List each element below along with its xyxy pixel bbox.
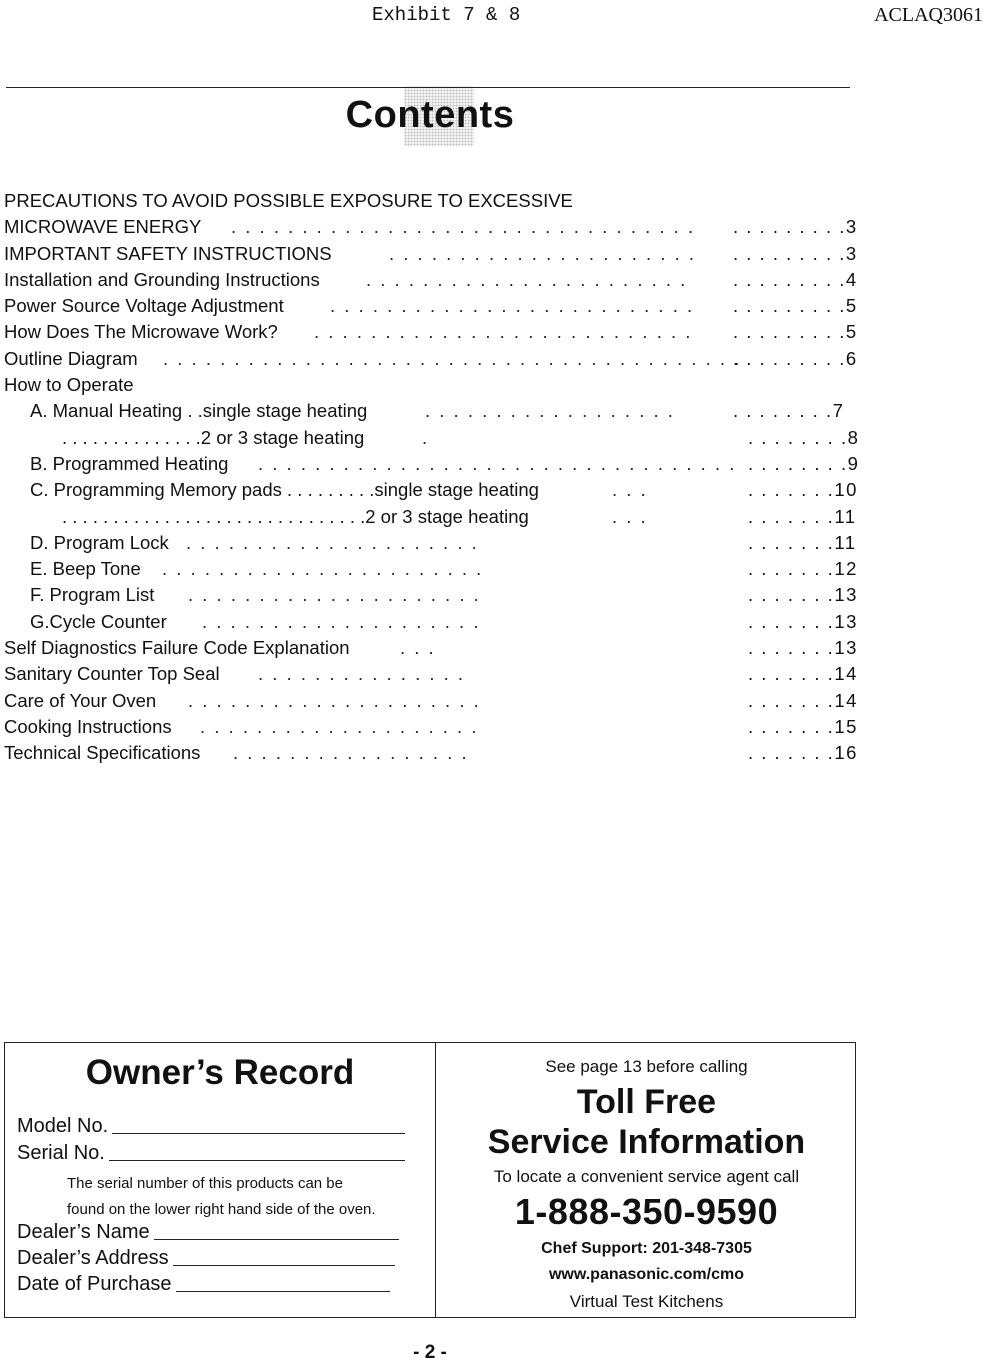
toc-entry [0,714,860,740]
toc-entry-page: . . . . . . .13 [748,610,858,632]
serial-number-field [17,1142,405,1165]
toc-entry-leader: . . . . . . . . . . . . . . . . . . [425,400,675,422]
purchase-date-field [17,1273,390,1296]
toc-entry-page: . . . . . . . .7 [733,400,845,422]
toc-entry-label: G.Cycle Counter [30,610,167,632]
purchase-date-label: Date of Purchase [17,1273,172,1295]
toc-entry [0,635,860,661]
toc-entry-label: . . . . . . . . . . . . . . . . . . . . . . . . . . . . . .2 or 3 stage heating [62,505,529,527]
toc-entry-label: Outline Diagram [4,347,138,369]
toc-entry-leader: . . . . . . . . . . . . . . . . . . . . . . . . . . . [314,321,693,343]
toc-entry-label: Care of Your Oven [4,689,157,711]
toc-entry-label: Technical Specifications [4,742,201,764]
toc-entry [0,214,860,240]
toc-entry-page: . . . . . . . . .3 [733,216,858,238]
toc-entry [0,425,860,451]
toc-entry [0,661,860,687]
dealer-address-line [173,1265,395,1266]
toc-entry [0,477,860,503]
toc-entry-leader: . . . . . . . . . . . . . . . [258,663,466,685]
toc-entry-leader: . . . . . . . . . . . . . . . . . . . . . . . . . . . . . . . . . . [258,452,737,474]
toc-entry-leader: . . . . . . . . . . . . . . . . . . . . [200,715,479,737]
dealer-name-line [154,1239,399,1240]
toc-entry [0,293,860,319]
model-number-field [17,1115,405,1138]
page-title: Contents [342,94,519,137]
toc-entry-page: . . . . . . . . .5 [733,321,858,343]
toc-entry-leader: . . . . . . . . . . . . . . . . . . . . . [188,584,481,606]
dealer-name-label: Dealer’s Name [17,1221,150,1243]
toc-entry [0,188,860,214]
document-code: ACLAQ3061 [874,4,983,26]
toc-entry [0,582,860,608]
toll-free-heading: Toll Free [576,1083,717,1121]
toc-entry-page: . . . . . . .14 [748,663,858,685]
toc-entry-label: Installation and Grounding Instructions [4,268,320,290]
toc-entry-page: . . . . . . .10 [748,479,858,501]
toc-entry-page: . . . . . . . . .4 [733,268,858,290]
toc-entry-leader: . . . . . . . . . . . . . . . . . . . . . . . [162,558,484,580]
toc-entry-label: How Does The Microwave Work? [4,321,278,343]
dealer-address-label: Dealer’s Address [17,1247,169,1269]
toc-entry-leader: . . . . . . . . . . . . . . . . . . . . . . . . . . [330,295,695,317]
toc-entry-label: E. Beep Tone [30,558,141,580]
toc-entry-label: A. Manual Heating . .single stage heating [30,400,368,422]
website-url: www.panasonic.com/cmo [548,1266,744,1283]
toc-entry [0,451,860,477]
toc-entry-page: . . . . . . . .8 [748,426,860,448]
toc-entry [0,319,860,345]
toc-entry [0,530,860,556]
toc-entry-leader: . . . . . . . . . . . . . . . . . . . . . . . [366,268,688,290]
toc-entry-leader: . . . . . . . . . . . . . . . . . . . . . . . . . . . . . . . . . [231,216,696,238]
serial-number-label: Serial No. [17,1142,105,1164]
toc-entry [0,688,860,714]
toc-entry-leader: . . . . . . . . . . . . . . . . . . . . . [186,531,479,553]
toc-entry-label: Self Diagnostics Failure Code Explanation [4,637,350,659]
toc-entry-page: . . . . . . . .9 [748,452,860,474]
toc-entry-page: . . . . . . .13 [748,637,858,659]
toc-entry [0,267,860,293]
toc-entry-page: . . . . . . .11 [748,531,857,553]
serial-number-line [109,1160,405,1161]
toc-entry-page: . . . . . . . . .5 [733,295,858,317]
model-number-line [112,1133,405,1134]
toc-entry [0,556,860,582]
table-of-contents [0,188,860,767]
exhibit-label: Exhibit 7 & 8 [372,4,521,26]
toc-entry-leader: . . . . . . . . . . . . . . . . . . . . . . . . . . . . . . . . . . . . . . . . . [163,347,742,369]
toc-entry-leader: . . . [400,637,436,659]
toc-entry-page: . . . . . . .14 [748,689,858,711]
service-information-heading: Service Information [487,1123,806,1161]
toc-entry-page: . . . . . . . . .6 [733,347,858,369]
owners-record-box [4,1042,856,1318]
serial-note-line-1: The serial number of this products can be [67,1175,343,1192]
toc-entry [0,346,860,372]
toc-entry-page: . . . . . . .12 [748,558,858,580]
toc-entry-leader: . . . . . . . . . . . . . . . . . . . . [202,610,481,632]
toc-entry [0,504,860,530]
toc-entry [0,241,860,267]
toc-entry-leader: . . . . . . . . . . . . . . . . . . . . . [188,689,481,711]
toc-entry-page: . . . . . . .13 [748,584,858,606]
toc-entry-label: Power Source Voltage Adjustment [4,295,284,317]
toc-entry-label: PRECAUTIONS TO AVOID POSSIBLE EXPOSURE TO EXCESSIVE [4,190,573,211]
toc-entry-label: Cooking Instructions [4,715,172,737]
virtual-test-kitchens: Virtual Test Kitchens [569,1292,724,1311]
toc-entry-label: C. Programming Memory pads . . . . . . . . .single stage heating [30,479,539,501]
model-number-label: Model No. [17,1115,109,1137]
toc-entry-leader: . . . [612,505,648,527]
toc-entry-leader: . [422,426,430,448]
page-number: - 2 - [413,1342,447,1363]
service-info-panel [436,1043,857,1317]
toc-entry-label: Sanitary Counter Top Seal [4,663,220,685]
toc-entry-label: IMPORTANT SAFETY INSTRUCTIONS [4,242,332,264]
owners-record-panel [5,1043,435,1317]
toc-entry-leader: . . . . . . . . . . . . . . . . . [233,742,469,764]
toc-entry-label: MICROWAVE ENERGY [4,216,202,238]
toc-entry-page: . . . . . . .16 [748,742,858,764]
serial-note-line-2: found on the lower right hand side of the oven. [67,1201,376,1218]
toc-entry [0,398,860,424]
toc-entry-label: How to Operate [4,374,134,396]
toc-entry-page: . . . . . . . . .3 [733,242,858,264]
header-rule [6,87,850,88]
toc-entry-label: D. Program Lock [30,531,169,553]
locate-agent-text: To locate a convenient service agent call [493,1167,800,1186]
toc-entry-label: F. Program List [30,584,155,606]
dealer-address-field [17,1247,395,1270]
toc-entry [0,372,860,398]
toc-entry-leader: . . . [612,479,648,501]
toc-entry-label: B. Programmed Heating [30,452,229,474]
title-wrap [0,94,860,137]
purchase-date-line [176,1291,390,1292]
toc-entry [0,740,860,766]
service-phone-number: 1-888-350-9590 [514,1191,779,1232]
toc-entry-page: . . . . . . .11 [748,505,857,527]
toc-entry [0,609,860,635]
owners-record-title: Owner’s Record [85,1053,355,1092]
dealer-name-field [17,1221,399,1244]
chef-support-number: Chef Support: 201-348-7305 [541,1240,752,1257]
toc-entry-page: . . . . . . .15 [748,715,858,737]
toc-entry-label: . . . . . . . . . . . . . .2 or 3 stage heating [62,426,365,448]
see-page-note: See page 13 before calling [545,1057,748,1076]
toc-entry-leader: . . . . . . . . . . . . . . . . . . . . . . [389,242,697,264]
